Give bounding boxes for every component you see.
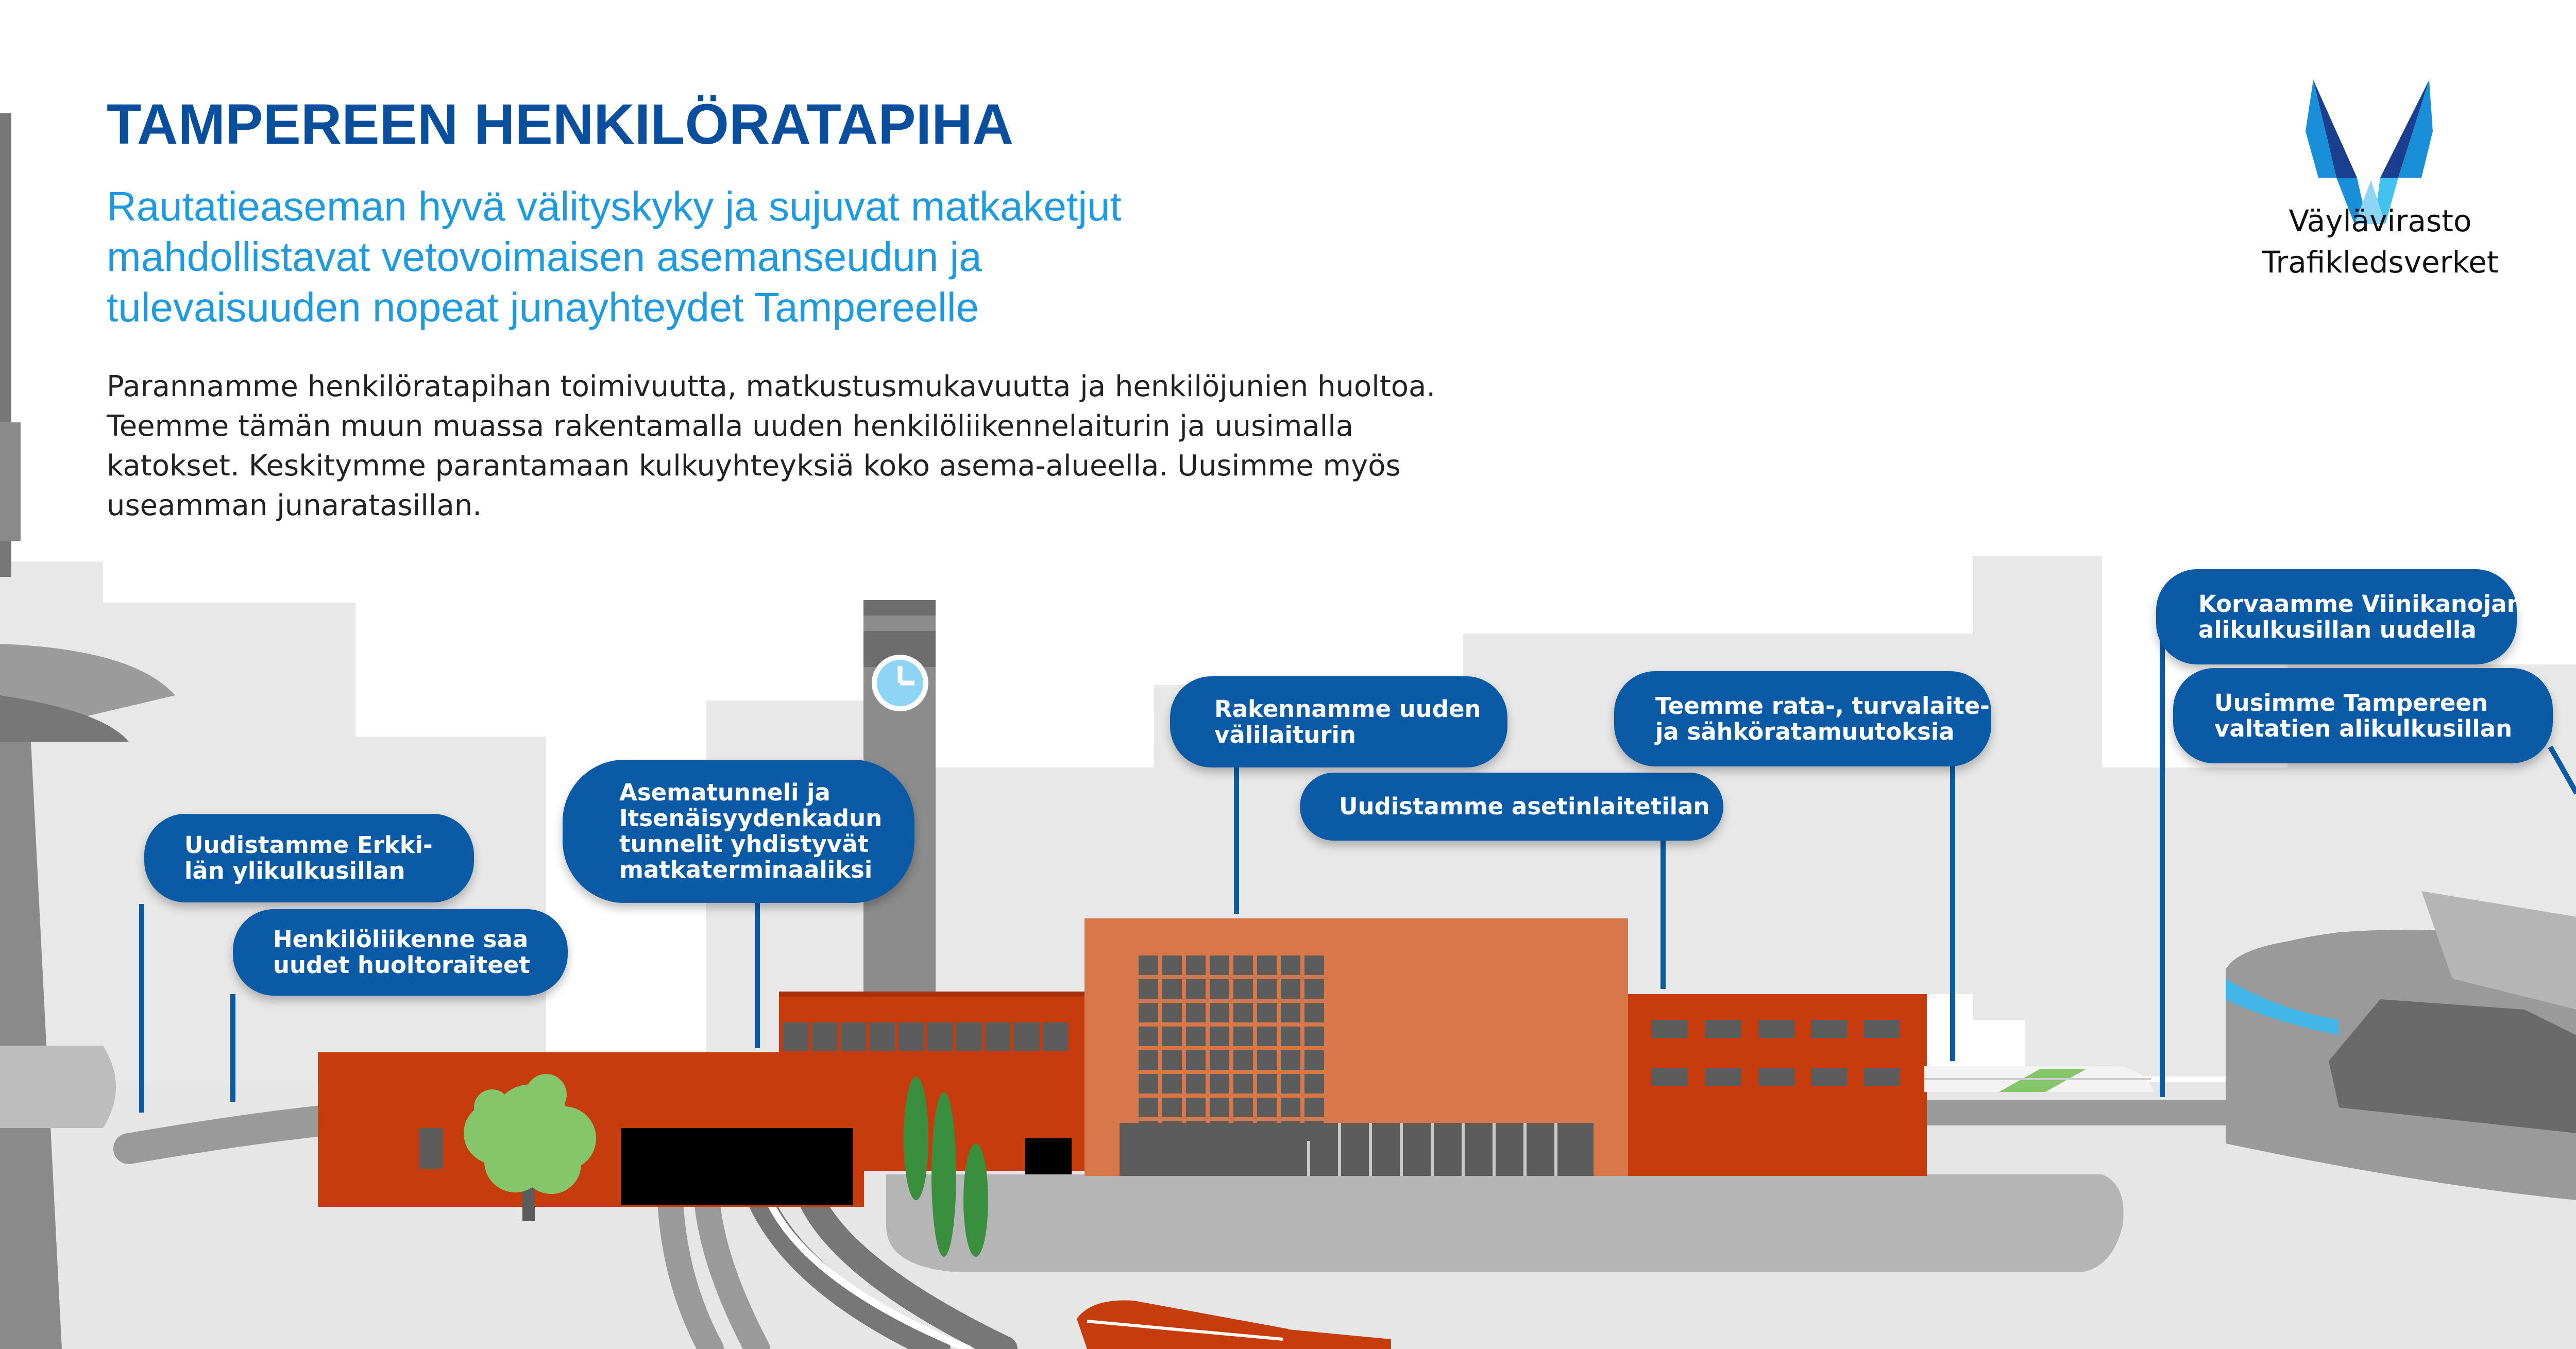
hall-window <box>1162 1098 1182 1117</box>
page-title: TAMPEREEN HENKILÖRATAPIHA <box>107 93 1013 156</box>
hall-window <box>1186 1003 1206 1022</box>
hall-window <box>1210 955 1229 975</box>
hall-window <box>1304 1121 1324 1141</box>
hall-window <box>1210 1098 1229 1117</box>
hall-window <box>1281 1003 1300 1022</box>
hall-window <box>1257 1121 1277 1141</box>
subtitle-line: mahdollistavat vetovoimaisen asemanseudun ja <box>107 234 982 280</box>
intro-paragraph <box>107 367 1498 525</box>
callout-line: Rakennamme uuden <box>1214 695 1481 723</box>
hall-window <box>1139 1050 1158 1070</box>
commuter-train <box>1924 1066 2154 1092</box>
callout-track-changes <box>1614 671 1991 766</box>
hall-window <box>1186 1098 1206 1117</box>
hall-window <box>1162 1074 1182 1094</box>
hall-window <box>1257 979 1277 999</box>
logo-name-swedish: Trafikledsverket <box>2262 245 2499 280</box>
hall-window <box>1139 979 1158 999</box>
hall-window <box>1304 955 1324 975</box>
hall-window <box>1233 1121 1253 1141</box>
callout-line: välilaiturin <box>1214 721 1356 748</box>
intro-line: Teemme tämän muun muassa rakentamalla uuden henkilöliikennelaiturin ja uusimalla <box>107 409 1354 443</box>
hall-window <box>1233 1098 1253 1117</box>
hall-window <box>1210 1027 1229 1046</box>
callout-erkkila-bridge <box>144 814 474 902</box>
hall-window <box>1281 1027 1300 1046</box>
callout-viinikanoja-underpass <box>2156 569 2523 664</box>
hall-window <box>1304 1050 1324 1070</box>
hall-window <box>1162 1003 1182 1022</box>
callout-line: Henkilöliikenne saa <box>273 926 529 953</box>
hall-window <box>1281 1050 1300 1070</box>
callout-line: Uudistamme Erkki- <box>184 831 433 859</box>
callout-line: Korvaamme Viinikanojan <box>2198 590 2523 618</box>
hall-window <box>1257 1074 1277 1094</box>
callout-line: tunnelit yhdistyvät <box>619 830 869 858</box>
station-east-wing <box>1628 994 1927 1176</box>
hall-window <box>1162 1121 1182 1141</box>
callout-line: Asematunneli ja <box>619 779 831 806</box>
hall-window <box>1186 1027 1206 1046</box>
hall-window <box>1210 979 1229 999</box>
hall-window <box>1186 979 1206 999</box>
hall-window <box>1233 1050 1253 1070</box>
hall-window <box>1186 955 1206 975</box>
callout-station-tunnel <box>563 760 914 903</box>
hall-window <box>1304 979 1324 999</box>
hall-window <box>1304 1074 1324 1094</box>
intro-line: Parannamme henkilöratapihan toimivuutta, matkustusmukavuutta ja henkilöjunien huoltoa. <box>107 370 1436 403</box>
intro-line: useamman junaratasillan. <box>107 489 482 522</box>
hall-window <box>1210 1003 1229 1022</box>
hall-window <box>1257 955 1277 975</box>
station-main-hall <box>1084 918 1628 1176</box>
hall-window <box>1281 1098 1300 1117</box>
hall-window <box>1281 979 1300 999</box>
hall-window <box>1233 1027 1253 1046</box>
hall-window <box>1304 1003 1324 1022</box>
hall-window <box>1139 1027 1158 1046</box>
callout-line: uudet huoltoraiteet <box>273 951 530 979</box>
hall-window <box>1257 1050 1277 1070</box>
intro-line: katokset. Keskitymme parantamaan kulkuyhteyksiä koko asema-alueella. Uusimme myös <box>107 449 1401 483</box>
logo-name-finnish: Väylävirasto <box>2289 203 2472 238</box>
hall-window <box>1233 1074 1253 1094</box>
hall-window <box>1139 1098 1158 1117</box>
hall-window <box>1139 1121 1158 1141</box>
hall-window <box>1281 1074 1300 1094</box>
hall-window <box>1257 1003 1277 1022</box>
hall-window <box>1162 979 1182 999</box>
hall-window <box>1233 1003 1253 1022</box>
hall-window <box>1304 1098 1324 1117</box>
hall-window <box>1210 1050 1229 1070</box>
callout-line: valtatien alikulkusillan <box>2214 714 2513 742</box>
callout-line: ja sähköratamuutoksia <box>1655 718 1955 745</box>
callout-line: Teemme rata-, turvalaite- <box>1655 692 1990 720</box>
subtitle-line: Rautatieaseman hyvä välityskyky ja sujuvat matkaketjut <box>107 183 1122 229</box>
hall-window <box>1210 1074 1229 1094</box>
hall-window <box>1162 1050 1182 1070</box>
hall-window <box>1139 1074 1158 1094</box>
hall-window <box>1139 1003 1158 1022</box>
callout-line: matkaterminaaliksi <box>619 856 873 883</box>
clock-icon <box>874 657 926 709</box>
hall-window <box>1233 955 1253 975</box>
hall-window <box>1233 979 1253 999</box>
subtitle-line: tulevaisuuden nopeat junayhteydet Tampereelle <box>107 284 979 330</box>
callout-line: Uudistamme asetinlaitetilan <box>1339 793 1710 820</box>
callout-highway-underpass <box>2173 668 2553 763</box>
callout-line: Uusimme Tampereen <box>2214 689 2488 716</box>
hall-window <box>1186 1121 1206 1141</box>
hall-window <box>1281 955 1300 975</box>
hall-window <box>1186 1050 1206 1070</box>
page-subtitle <box>107 181 1384 333</box>
callout-line: län ylikulkusillan <box>184 857 405 884</box>
callout-maintenance-tracks <box>233 909 568 996</box>
callout-line: alikulkusillan uudella <box>2198 616 2477 643</box>
hall-window <box>1257 1098 1277 1117</box>
hall-window <box>1139 955 1158 975</box>
callout-intermediate-platform <box>1170 676 1507 767</box>
callout-line: Itsenäisyydenkadun <box>619 805 883 832</box>
hall-window <box>1257 1027 1277 1046</box>
platform <box>886 1174 2124 1272</box>
hall-window <box>1186 1074 1206 1094</box>
hall-window <box>1281 1121 1300 1141</box>
callout-interlocking-room <box>1300 773 1723 841</box>
hall-window <box>1162 955 1182 975</box>
hall-window <box>1304 1027 1324 1046</box>
hall-window <box>1210 1121 1229 1141</box>
hall-window <box>1162 1027 1182 1046</box>
